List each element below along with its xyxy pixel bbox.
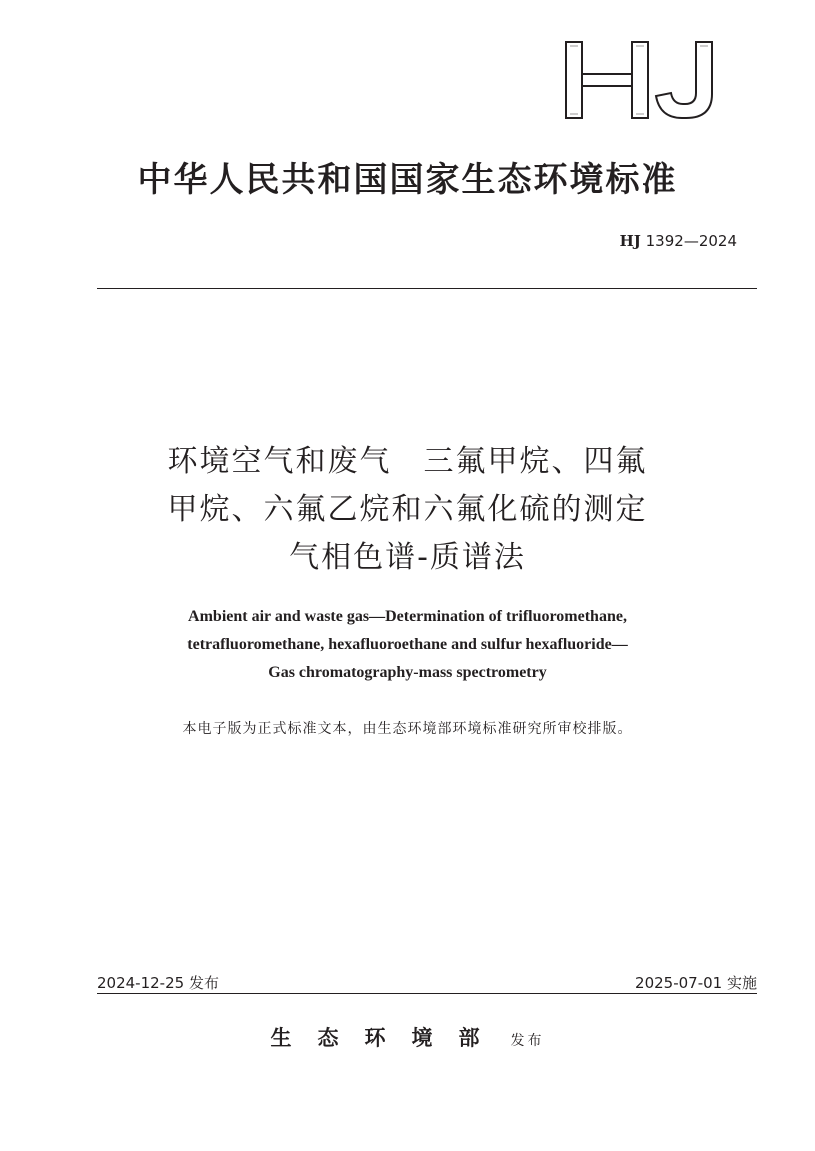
hj-logo — [560, 36, 720, 124]
org-title: 中华人民共和国国家生态环境标准 — [137, 160, 678, 200]
chinese-title-line-2: 甲烷、六氟乙烷和六氟化硫的测定 — [167, 492, 648, 527]
standard-prefix: HJ — [619, 232, 641, 250]
chinese-title-line-1: 环境空气和废气 三氟甲烷、四氟 — [167, 444, 648, 479]
issue-date: 2024-12-25 发布 — [97, 974, 219, 992]
english-title-line-2: tetrafluoromethane, hexafluoroethane and sulfur hexafluoride— — [187, 636, 628, 653]
english-title-line-3: Gas chromatography-mass spectrometry — [268, 664, 547, 681]
publisher-name: 生态环境部 — [270, 1025, 506, 1050]
english-title — [0, 603, 815, 687]
bottom-divider — [97, 993, 757, 994]
implementation-date: 2025-07-01 实施 — [635, 974, 757, 992]
english-title-line-1: Ambient air and waste gas—Determination of trifluoromethane, — [188, 608, 627, 625]
publisher-suffix: 发布 — [510, 1033, 545, 1049]
top-divider — [97, 288, 757, 289]
publisher — [0, 1022, 815, 1052]
electronic-version-notice: 本电子版为正式标准文本，由生态环境部环境标准研究所审校排版。 — [182, 721, 633, 737]
standard-number — [620, 232, 737, 250]
chinese-title — [0, 438, 815, 582]
chinese-title-line-3: 气相色谱-质谱法 — [289, 540, 526, 575]
standard-code: 1392—2024 — [645, 232, 737, 250]
